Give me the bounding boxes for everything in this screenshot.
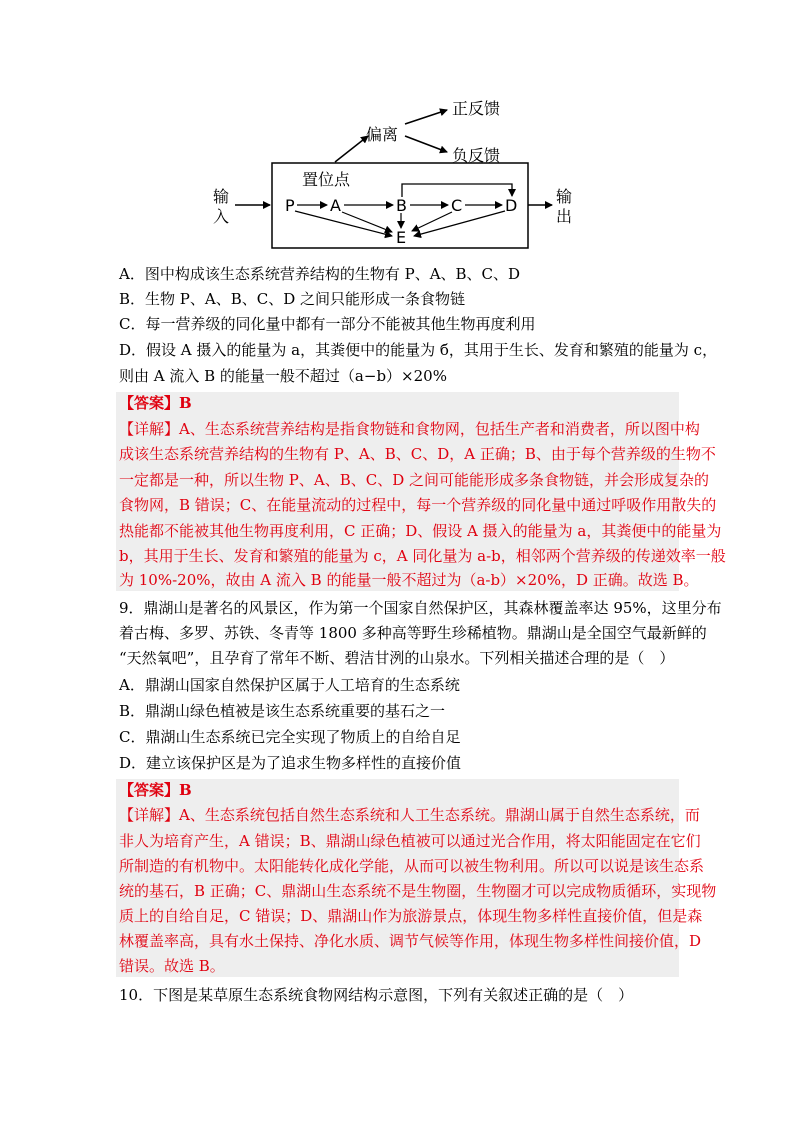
- q9-answer: 【答案】B: [119, 781, 192, 799]
- node-d: D: [505, 196, 518, 215]
- input-label-1: 输: [213, 187, 230, 206]
- q9-detail-line: 统的基石，B 正确；C、鼎湖山生态系统不是生物圈，生物圈才可以完成物质循环，实现物: [119, 882, 717, 900]
- q9-answer-block: [116, 779, 717, 977]
- node-p: P: [285, 196, 295, 215]
- q8-detail-line: 【详解】A、生态系统营养结构是指食物链和食物网，包括生产者和消费者，所以图中构: [119, 420, 700, 438]
- q8-option-b: B．生物 P、A、B、C、D 之间只能形成一条食物链: [119, 290, 466, 308]
- q9-stem: “天然氧吧”，且孕育了常年不断、碧洁甘洌的山泉水。下列相关描述合理的是（ ）: [119, 649, 675, 667]
- deviation-label: 偏离: [366, 125, 399, 144]
- negative-arrow: [405, 136, 447, 152]
- q8-detail-line: 成该生态系统营养结构的生物有 P、A、B、C、D，A 正确；B、由于每个营养级的生物不: [119, 445, 716, 463]
- node-c: C: [451, 196, 463, 215]
- q8-option-c: C．每一营养级的同化量中都有一部分不能被其他生物再度利用: [119, 315, 536, 333]
- node-b: B: [396, 196, 407, 215]
- q9-option-d: D．建立该保护区是为了追求生物多样性的直接价值: [119, 754, 462, 772]
- q9-detail-line: 林覆盖率高，具有水土保持、净化水质、调节气候等作用，体现生物多样性间接价值，D: [119, 932, 702, 950]
- q9-detail-line: 质上的自给自足，C 错误；D、鼎湖山作为旅游景点，体现生物多样性直接价值，但是森: [119, 907, 703, 925]
- arrow-p-e: [295, 211, 392, 236]
- q9-detail-line: 错误。故选 B。: [119, 957, 225, 975]
- node-a: A: [330, 196, 341, 215]
- q9-option-b: B．鼎湖山绿色植被是该生态系统重要的基石之一: [119, 702, 446, 720]
- q9-option-a: A．鼎湖山国家自然保护区属于人工培育的生态系统: [119, 676, 460, 694]
- feedback-diagram: [0, 0, 800, 260]
- q8-detail-line: 为 10%-20%，故由 A 流入 B 的能量一般不超过为（a-b）×20%，D 正确。故选 B。: [119, 571, 699, 589]
- q9-stem: 9．鼎湖山是著名的风景区，作为第一个国家自然保护区，其森林覆盖率达 95%，这里分布: [119, 599, 722, 617]
- negative-feedback-label: 负反馈: [452, 146, 501, 165]
- q8-detail-line: 一定都是一种，所以生物 P、A、B、C、D 之间可能能形成多条食物链，并会形成复杂的: [119, 471, 709, 489]
- q8-detail-line: b，其用于生长、发育和繁殖的能量为 c，A 同化量为 a-b，相邻两个营养级的传递效率一般: [119, 547, 726, 565]
- arrow-c-e: [412, 212, 452, 231]
- q8-answer-block: [116, 392, 726, 591]
- positive-feedback-label: 正反馈: [452, 99, 501, 118]
- q9-detail-line: 所制造的有机物中。太阳能转化成化学能，从而可以被生物利用。所以可以说是该生态系: [119, 857, 705, 875]
- q8-option-d-cont: 则由 A 流入 B 的能量一般不超过（a−b）×20%: [119, 367, 447, 385]
- q8-option-a: A．图中构成该生态系统营养结构的生物有 P、A、B、C、D: [119, 265, 521, 283]
- output-label-1: 输: [556, 187, 573, 206]
- q9-option-c: C．鼎湖山生态系统已完全实现了物质上的自给自足: [119, 728, 461, 746]
- setpoint-label: 置位点: [302, 170, 351, 189]
- input-label-2: 入: [213, 207, 230, 226]
- positive-arrow: [405, 110, 447, 124]
- q9-detail-line: 非人为培育产生，A 错误；B、鼎湖山绿色植被可以通过光合作用，将太阳能固定在它们: [119, 832, 701, 850]
- output-label-2: 出: [556, 207, 573, 226]
- q8-option-d: D．假设 A 摄入的能量为 a，其粪便中的能量为 б，其用于生长、发育和繁殖的能量为 c，: [119, 341, 718, 359]
- q9-stem: 着古梅、多罗、苏铁、冬青等 1800 多种高等野生珍稀植物。鼎湖山是全国空气最新鲜的: [119, 624, 707, 642]
- q10-stem: 10．下图是某草原生态系统食物网结构示意图，下列有关叙述正确的是（ ）: [119, 986, 634, 1004]
- deviation-arrow: [335, 136, 368, 162]
- node-e: E: [396, 228, 407, 247]
- q9-detail-line: 【详解】A、生态系统包括自然生态系统和人工生态系统。鼎湖山属于自然生态系统，而: [119, 806, 700, 824]
- q8-answer: 【答案】B: [119, 394, 192, 412]
- q8-detail-line: 热能都不能被其他生物再度利用，C 正确；D、假设 A 摄入的能量为 a，其粪便中的能量为: [119, 522, 722, 540]
- q8-detail-line: 食物网，B 错误；C、在能量流动的过程中，每一个营养级的同化量中通过呼吸作用散失的: [119, 496, 717, 514]
